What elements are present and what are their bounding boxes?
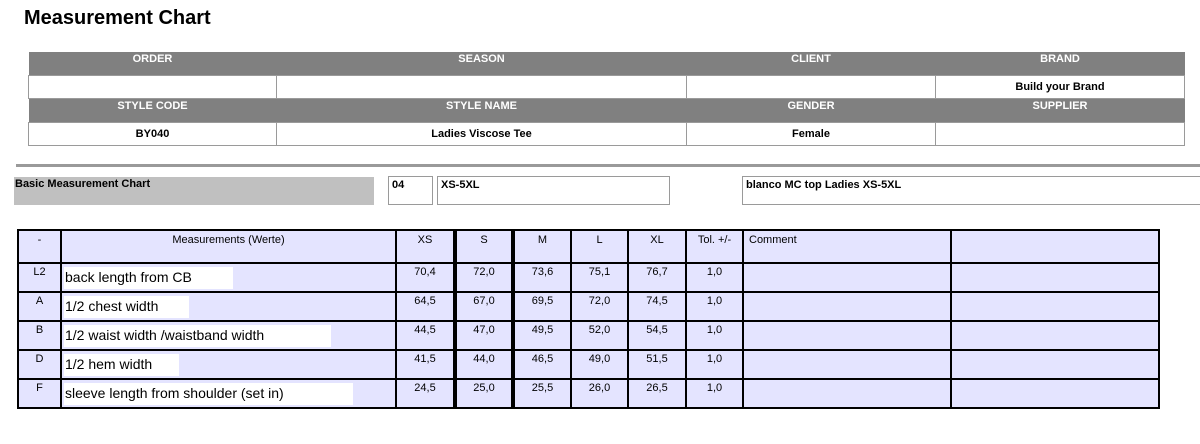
gender-label: GENDER: [687, 99, 936, 123]
value-xs[interactable]: 44,5: [396, 321, 455, 350]
comment-cell[interactable]: [743, 379, 951, 408]
order-info-grid: [28, 52, 1185, 146]
value-xl[interactable]: 76,7: [628, 263, 686, 292]
extra-cell[interactable]: [951, 321, 1159, 350]
section-divider: [16, 164, 1200, 167]
style-code-label: STYLE CODE: [29, 99, 277, 123]
value-m[interactable]: 25,5: [513, 379, 571, 408]
value-s[interactable]: 44,0: [455, 350, 513, 379]
col-header-xl: XL: [628, 230, 686, 263]
gender-field[interactable]: Female: [687, 123, 936, 146]
value-tolerance[interactable]: 1,0: [686, 292, 743, 321]
comment-cell[interactable]: [743, 350, 951, 379]
col-header-extra: [951, 230, 1159, 263]
order-field[interactable]: [29, 76, 277, 99]
value-s[interactable]: 67,0: [455, 292, 513, 321]
table-row: [18, 350, 1159, 379]
value-xl[interactable]: 74,5: [628, 292, 686, 321]
value-m[interactable]: 69,5: [513, 292, 571, 321]
col-header-measurements: Measurements (Werte): [61, 230, 396, 263]
value-tolerance[interactable]: 1,0: [686, 321, 743, 350]
value-s[interactable]: 25,0: [455, 379, 513, 408]
table-row: [18, 292, 1159, 321]
value-xs[interactable]: 64,5: [396, 292, 455, 321]
value-l[interactable]: 52,0: [571, 321, 628, 350]
measurement-cell: [61, 292, 396, 321]
measurement-name[interactable]: back length from CB: [64, 267, 233, 289]
table-row: [18, 379, 1159, 408]
row-code: B: [18, 321, 61, 350]
row-code: F: [18, 379, 61, 408]
col-header-m: M: [513, 230, 571, 263]
col-header-l: L: [571, 230, 628, 263]
measurement-cell: [61, 350, 396, 379]
supplier-field[interactable]: [936, 123, 1185, 146]
chart-code-value: 04: [392, 179, 405, 191]
style-name-field[interactable]: Ladies Viscose Tee: [277, 123, 687, 146]
client-label: CLIENT: [687, 52, 936, 76]
measurement-name[interactable]: 1/2 hem width: [64, 354, 179, 376]
value-xs[interactable]: 41,5: [396, 350, 455, 379]
extra-cell[interactable]: [951, 292, 1159, 321]
basic-chart-label-box: [14, 177, 374, 205]
measurement-name[interactable]: sleeve length from shoulder (set in): [64, 383, 353, 405]
season-label: SEASON: [277, 52, 687, 76]
col-header-tolerance: Tol. +/-: [686, 230, 743, 263]
chart-description-field[interactable]: [742, 176, 1200, 205]
measurement-cell: [61, 321, 396, 350]
value-l[interactable]: 49,0: [571, 350, 628, 379]
value-xl[interactable]: 51,5: [628, 350, 686, 379]
table-row: [18, 263, 1159, 292]
table-header-row: [18, 230, 1159, 263]
value-l[interactable]: 26,0: [571, 379, 628, 408]
brand-label: BRAND: [936, 52, 1185, 76]
brand-field[interactable]: Build your Brand: [936, 76, 1185, 99]
col-header-xs: XS: [396, 230, 455, 263]
value-tolerance[interactable]: 1,0: [686, 379, 743, 408]
value-s[interactable]: 72,0: [455, 263, 513, 292]
value-m[interactable]: 46,5: [513, 350, 571, 379]
value-m[interactable]: 73,6: [513, 263, 571, 292]
value-xs[interactable]: 24,5: [396, 379, 455, 408]
client-field[interactable]: [687, 76, 936, 99]
value-tolerance[interactable]: 1,0: [686, 350, 743, 379]
col-header-code: -: [18, 230, 61, 263]
measurement-table: [17, 229, 1160, 409]
table-row: [18, 321, 1159, 350]
measurement-cell: [61, 379, 396, 408]
measurement-name[interactable]: 1/2 chest width: [64, 296, 189, 318]
col-header-comment: Comment: [743, 230, 951, 263]
size-range-field[interactable]: [437, 176, 670, 205]
extra-cell[interactable]: [951, 263, 1159, 292]
season-field[interactable]: [277, 76, 687, 99]
supplier-label: SUPPLIER: [936, 99, 1185, 123]
row-code: A: [18, 292, 61, 321]
row-code: D: [18, 350, 61, 379]
style-code-field[interactable]: BY040: [29, 123, 277, 146]
row-code: L2: [18, 263, 61, 292]
comment-cell[interactable]: [743, 321, 951, 350]
value-xl[interactable]: 26,5: [628, 379, 686, 408]
extra-cell[interactable]: [951, 379, 1159, 408]
value-m[interactable]: 49,5: [513, 321, 571, 350]
chart-description-value: blanco MC top Ladies XS-5XL: [746, 179, 902, 191]
measurement-name[interactable]: 1/2 waist width /waistband width: [64, 325, 331, 347]
col-header-s: S: [455, 230, 513, 263]
value-l[interactable]: 75,1: [571, 263, 628, 292]
order-label: ORDER: [29, 52, 277, 76]
size-range-value: XS-5XL: [441, 179, 480, 191]
measurement-cell: [61, 263, 396, 292]
value-tolerance[interactable]: 1,0: [686, 263, 743, 292]
basic-chart-label: Basic Measurement Chart: [15, 178, 151, 190]
value-s[interactable]: 47,0: [455, 321, 513, 350]
chart-code-field[interactable]: [388, 176, 433, 205]
style-name-label: STYLE NAME: [277, 99, 687, 123]
value-xs[interactable]: 70,4: [396, 263, 455, 292]
page-title: Measurement Chart: [24, 7, 211, 29]
comment-cell[interactable]: [743, 263, 951, 292]
value-xl[interactable]: 54,5: [628, 321, 686, 350]
extra-cell[interactable]: [951, 350, 1159, 379]
value-l[interactable]: 72,0: [571, 292, 628, 321]
comment-cell[interactable]: [743, 292, 951, 321]
